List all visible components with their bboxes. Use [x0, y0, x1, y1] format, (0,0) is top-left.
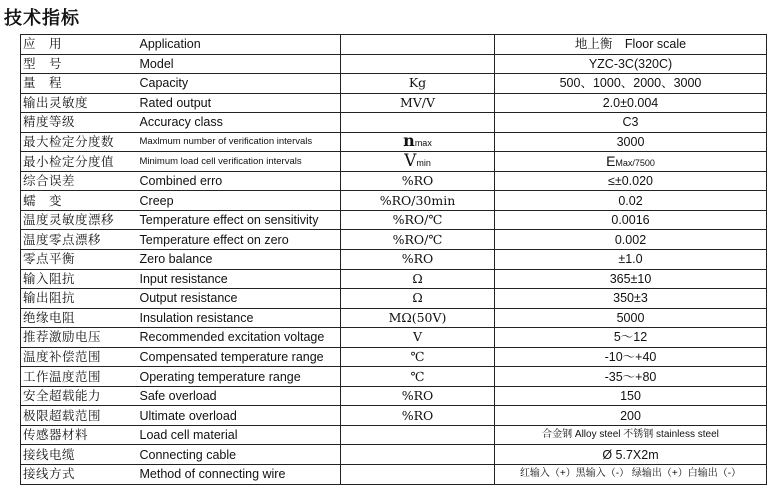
- row-unit: [341, 113, 495, 133]
- spec-table: [20, 34, 767, 485]
- row-label-cn: 传感器材料: [21, 425, 139, 445]
- row-unit: [341, 54, 495, 74]
- row-unit: %RO/℃: [341, 210, 495, 230]
- row-value: -35～+80: [495, 367, 767, 387]
- row-label-en: Insulation resistance: [139, 308, 341, 328]
- table-row-cable: [21, 445, 767, 465]
- table-row-insulation-resistance: [21, 308, 767, 328]
- row-label-cn: 输出阻抗: [21, 289, 139, 309]
- row-label-en: Output resistance: [139, 289, 341, 309]
- table-row-operating-temp: [21, 367, 767, 387]
- row-label-en: Recommended excitation voltage: [139, 328, 341, 348]
- row-label-en: Model: [139, 54, 341, 74]
- row-value: Ø 5.7X2m: [495, 445, 767, 465]
- row-label-cn: 应 用: [21, 35, 139, 55]
- unit-subscript: min: [416, 157, 431, 168]
- row-value: 500、1000、2000、3000: [495, 74, 767, 94]
- row-unit: %RO: [341, 250, 495, 270]
- row-label-en: Accuracy class: [139, 113, 341, 133]
- document-title: 技术指标: [4, 8, 80, 29]
- row-value: 365±10: [495, 269, 767, 289]
- row-label-cn: 极限超载范围: [21, 406, 139, 426]
- row-label-en: Compensated temperature range: [139, 347, 341, 367]
- row-value: 0.002: [495, 230, 767, 250]
- table-row-accuracy-class: [21, 113, 767, 133]
- row-label-cn: 蠕 变: [21, 191, 139, 211]
- row-label-en: Creep: [139, 191, 341, 211]
- row-label-en: Ultimate overload: [139, 406, 341, 426]
- table-row-wiring: [21, 465, 767, 485]
- row-unit: Ω: [341, 289, 495, 309]
- row-value: 2.0±0.004: [495, 93, 767, 113]
- row-label-en: Temperature effect on sensitivity: [139, 210, 341, 230]
- row-unit: %RO/℃: [341, 230, 495, 250]
- row-label-cn: 温度补偿范围: [21, 347, 139, 367]
- row-label-cn: 安全超载能力: [21, 386, 139, 406]
- row-label-cn: 温度零点漂移: [21, 230, 139, 250]
- row-label-cn: 工作温度范围: [21, 367, 139, 387]
- row-label-en: Load cell material: [139, 425, 341, 445]
- row-value: 0.0016: [495, 210, 767, 230]
- row-unit: Kg: [341, 74, 495, 94]
- row-label-cn: 零点平衡: [21, 250, 139, 270]
- row-label-cn: 接线方式: [21, 465, 139, 485]
- table-row-temp-sensitivity: [21, 210, 767, 230]
- row-label-cn: 量 程: [21, 74, 139, 94]
- row-unit: [341, 445, 495, 465]
- row-label-cn: 型 号: [21, 54, 139, 74]
- value-subscript: Max/7500: [615, 157, 655, 168]
- table-row-input-resistance: [21, 269, 767, 289]
- row-unit: ℃: [341, 347, 495, 367]
- row-value: 150: [495, 386, 767, 406]
- table-row-material: [21, 425, 767, 445]
- row-label-en: Input resistance: [139, 269, 341, 289]
- row-unit: %RO: [341, 386, 495, 406]
- row-label-cn: 最大检定分度数: [21, 132, 139, 152]
- row-label-cn: 温度灵敏度漂移: [21, 210, 139, 230]
- row-value: 350±3: [495, 289, 767, 309]
- row-unit: [341, 132, 495, 152]
- row-unit: MV/V: [341, 93, 495, 113]
- row-value: 5～12: [495, 328, 767, 348]
- row-value: C3: [495, 113, 767, 133]
- table-row-combined-error: [21, 171, 767, 191]
- row-label-cn: 推荐激励电压: [21, 328, 139, 348]
- row-label-en: Temperature effect on zero: [139, 230, 341, 250]
- unit-subscript: max: [414, 138, 432, 148]
- row-label-cn: 绝缘电阻: [21, 308, 139, 328]
- row-value: -10～+40: [495, 347, 767, 367]
- row-label-en: Minimum load cell verification intervals: [139, 152, 341, 172]
- row-label-en: Maxlmum number of verification intervals: [139, 132, 341, 152]
- table-row-model: [21, 54, 767, 74]
- row-unit: [341, 425, 495, 445]
- row-value: 合金钢 Alloy steel 不锈钢 stainless steel: [495, 425, 767, 445]
- row-unit: Ω: [341, 269, 495, 289]
- table-row-min-interval: [21, 152, 767, 172]
- row-label-cn: 最小检定分度值: [21, 152, 139, 172]
- row-unit: MΩ(50V): [341, 308, 495, 328]
- row-value: ≤±0.020: [495, 171, 767, 191]
- row-value: [495, 152, 767, 172]
- table-row-excitation-voltage: [21, 328, 767, 348]
- row-label-cn: 接线电缆: [21, 445, 139, 465]
- table-row-temp-zero: [21, 230, 767, 250]
- row-label-en: Combined erro: [139, 171, 341, 191]
- row-value: 地上衡 Floor scale: [495, 35, 767, 55]
- row-unit: [341, 152, 495, 172]
- row-label-en: Zero balance: [139, 250, 341, 270]
- value-main: E: [606, 152, 616, 169]
- row-label-cn: 输入阻抗: [21, 269, 139, 289]
- row-label-cn: 输出灵敏度: [21, 93, 139, 113]
- table-row-application: [21, 35, 767, 55]
- row-value: 200: [495, 406, 767, 426]
- table-row-capacity: [21, 74, 767, 94]
- row-label-en: Method of connecting wire: [139, 465, 341, 485]
- row-label-en: Connecting cable: [139, 445, 341, 465]
- table-row-compensated-temp: [21, 347, 767, 367]
- row-label-en: Application: [139, 35, 341, 55]
- table-row-output-resistance: [21, 289, 767, 309]
- table-row-ultimate-overload: [21, 406, 767, 426]
- row-label-cn: 综合误差: [21, 171, 139, 191]
- row-label-en: Safe overload: [139, 386, 341, 406]
- unit-main: V: [404, 151, 417, 171]
- row-unit: [341, 465, 495, 485]
- row-value: ±1.0: [495, 250, 767, 270]
- row-label-en: Operating temperature range: [139, 367, 341, 387]
- row-label-en: Rated output: [139, 93, 341, 113]
- row-value: 红输入（+）黑输入（-） 绿输出（+）白输出（-）: [495, 465, 767, 485]
- row-unit: %RO: [341, 406, 495, 426]
- table-row-creep: [21, 191, 767, 211]
- row-value: YZC-3C(320C): [495, 54, 767, 74]
- row-label-en: Capacity: [139, 74, 341, 94]
- row-value: 3000: [495, 132, 767, 152]
- table-row-zero-balance: [21, 250, 767, 270]
- table-row-max-intervals: [21, 132, 767, 152]
- row-unit: ℃: [341, 367, 495, 387]
- row-label-cn: 精度等级: [21, 113, 139, 133]
- row-value: 5000: [495, 308, 767, 328]
- row-unit: [341, 35, 495, 55]
- table-row-rated-output: [21, 93, 767, 113]
- row-unit: %RO/30min: [341, 191, 495, 211]
- row-value: 0.02: [495, 191, 767, 211]
- row-unit: V: [341, 328, 495, 348]
- unit-main: n: [403, 132, 415, 150]
- row-unit: %RO: [341, 171, 495, 191]
- table-row-safe-overload: [21, 386, 767, 406]
